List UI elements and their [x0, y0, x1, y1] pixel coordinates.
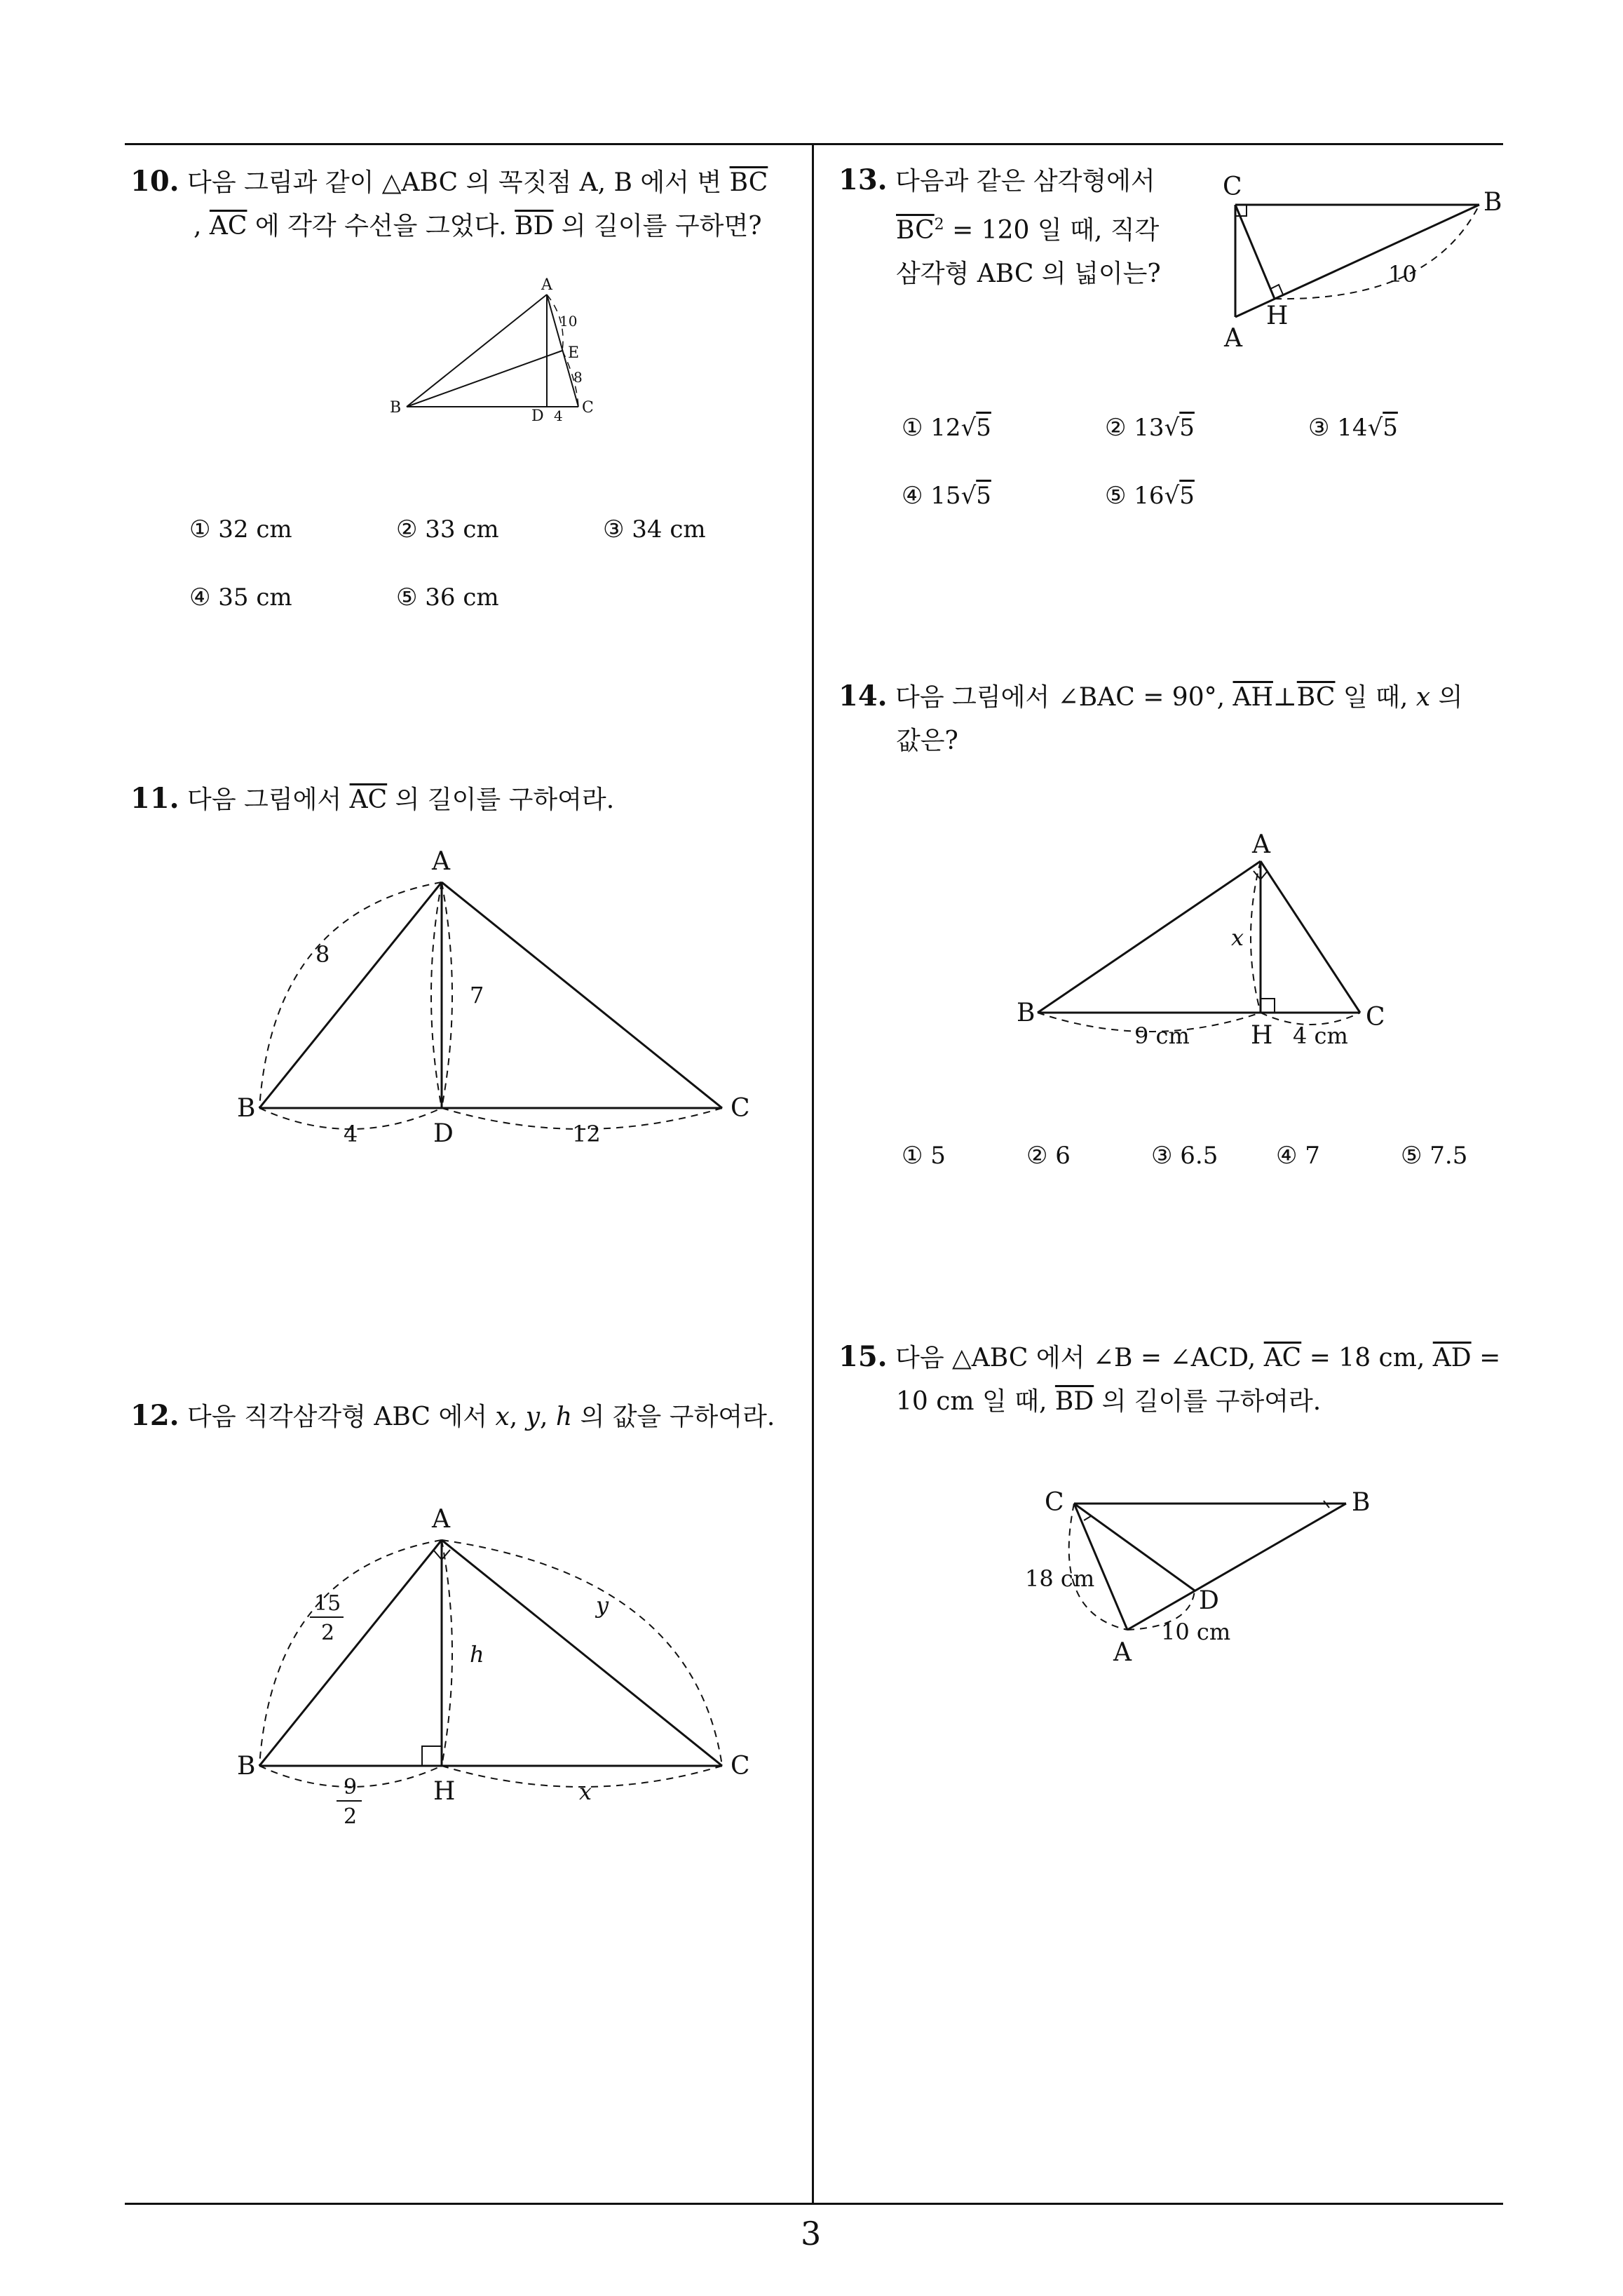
- segment-label: $\overline{AH}$: [1232, 683, 1273, 712]
- vertex-label: A: [541, 276, 552, 294]
- vertex-label: H: [433, 1777, 456, 1806]
- page-number: 3: [801, 2215, 822, 2253]
- segment-label: $\overline{BC}$: [896, 216, 935, 245]
- problem-15-line1: [838, 1335, 1512, 1380]
- variable-y: y: [525, 1403, 541, 1431]
- problem-text: 값은?: [896, 727, 958, 755]
- choice-number: ②: [1105, 414, 1127, 442]
- problem-text: =: [1479, 1344, 1501, 1372]
- choice-5[interactable]: ⑤ 36 cm: [396, 583, 499, 612]
- problem-text: 10 cm 일 때,: [896, 1387, 1047, 1416]
- problem-text: = 120 일 때, 직각: [952, 216, 1160, 245]
- length-label: 9 cm: [1134, 1022, 1190, 1049]
- length-label: 10: [559, 313, 578, 330]
- vertex-label: C: [582, 399, 594, 417]
- segment-label: $\overline{BD}$: [515, 212, 554, 241]
- segment-label: $\overline{BC}$: [729, 168, 768, 197]
- problem-15-figure: [1024, 1480, 1416, 1669]
- variable-h: h: [555, 1403, 573, 1431]
- problem-text: 의 길이를 구하면?: [561, 212, 762, 241]
- vertex-label: H: [1266, 302, 1289, 330]
- choice-number: ④: [902, 482, 923, 510]
- problem-text: 일 때,: [1343, 683, 1408, 712]
- vertex-label: H: [1251, 1021, 1273, 1050]
- segment-label: $\overline{AC}$: [209, 212, 247, 241]
- superscript: 2: [934, 216, 944, 234]
- length-label: 4: [344, 1121, 358, 1147]
- choice-coefficient: 15: [930, 482, 961, 510]
- choice-2[interactable]: [1105, 414, 1195, 442]
- problem-10-line1: [130, 160, 803, 205]
- length-label: 18 cm: [1025, 1565, 1095, 1592]
- vertex-label: A: [432, 847, 450, 876]
- vertex-label: A: [1224, 324, 1242, 353]
- vertex-label: C: [1223, 173, 1242, 201]
- length-label: y: [596, 1592, 609, 1619]
- fraction-denominator: 2: [321, 1621, 335, 1645]
- choice-4[interactable]: ④ 7: [1276, 1142, 1320, 1170]
- vertex-label: B: [1352, 1488, 1371, 1517]
- length-label: 12: [572, 1121, 601, 1147]
- fraction-numerator: 15: [314, 1591, 341, 1616]
- length-label: 10: [1388, 261, 1417, 288]
- radicand: 5: [1179, 414, 1195, 442]
- problem-14-figure: [1010, 826, 1402, 1065]
- top-rule: [125, 143, 1503, 145]
- vertex-label: A: [1252, 830, 1270, 859]
- vertex-label: C: [1045, 1488, 1064, 1517]
- segment-label: $\overline{BD}$: [1054, 1387, 1094, 1416]
- radicand: 5: [976, 482, 991, 510]
- choice-3[interactable]: [1308, 414, 1398, 442]
- choice-4[interactable]: ④ 35 cm: [189, 583, 292, 612]
- problem-11: [130, 777, 803, 822]
- length-label: h: [470, 1641, 484, 1668]
- length-label: x: [1231, 924, 1244, 951]
- choice-1[interactable]: ① 5: [902, 1142, 946, 1170]
- choice-coefficient: 12: [930, 414, 961, 442]
- choice-1[interactable]: [902, 414, 991, 442]
- problem-text: 의 길이를 구하여라.: [1101, 1387, 1322, 1416]
- problem-text: = 18 cm,: [1309, 1344, 1425, 1372]
- problem-number: 13.: [838, 163, 888, 196]
- vertex-label: E: [568, 344, 580, 362]
- segment-label: $\overline{BC}$: [1296, 683, 1336, 712]
- vertex-label: B: [237, 1094, 256, 1123]
- choice-1[interactable]: ① 32 cm: [189, 515, 292, 543]
- vertex-label: C: [731, 1094, 750, 1123]
- problem-14-line2: [838, 720, 1512, 763]
- fraction-denominator: 2: [344, 1804, 358, 1829]
- problem-text: 다음과 같은 삼각형에서: [895, 167, 1155, 196]
- problem-10-figure: [379, 270, 610, 431]
- problem-number: 15.: [838, 1340, 888, 1373]
- choice-5[interactable]: ⑤ 7.5: [1401, 1142, 1468, 1170]
- vertex-label: D: [1199, 1586, 1219, 1615]
- problem-text: 다음 그림에서: [187, 785, 342, 814]
- sqrt-icon: √: [1367, 414, 1383, 442]
- length-label: 8: [315, 941, 330, 968]
- length-label: 4: [554, 407, 563, 424]
- choice-2[interactable]: ② 6: [1026, 1142, 1071, 1170]
- vertex-label: B: [1017, 999, 1035, 1027]
- length-label: 8: [573, 369, 583, 386]
- problem-text: 의 길이를 구하여라.: [395, 785, 615, 814]
- problem-13-line1: [838, 158, 1231, 203]
- segment-label: $\overline{AD}$: [1432, 1344, 1472, 1372]
- problem-text: ,: [193, 212, 202, 241]
- problem-10: [130, 160, 803, 248]
- perpendicular-symbol: ⊥: [1272, 683, 1297, 712]
- vertex-label: A: [1113, 1638, 1132, 1667]
- problem-12: 12. 다음 직각삼각형 ABC 에서 x, y, h 의 값을 구하여라.: [130, 1399, 775, 1432]
- variable-x: x: [495, 1403, 510, 1431]
- choice-5[interactable]: [1105, 482, 1195, 510]
- problem-number: 14.: [838, 680, 888, 713]
- vertex-label: B: [1483, 188, 1502, 217]
- problem-text: 다음 △ABC 에서 ∠B = ∠ACD,: [895, 1344, 1256, 1372]
- segment-label: $\overline{AC}$: [1263, 1344, 1302, 1372]
- problem-text: 삼각형 ABC 의 넓이는?: [896, 259, 1161, 288]
- length-label: 7: [470, 982, 484, 1008]
- choice-coefficient: 14: [1337, 414, 1368, 442]
- choice-coefficient: 16: [1134, 482, 1164, 510]
- problem-10-choices: [189, 515, 792, 612]
- choice-number: ⑤: [1105, 482, 1127, 510]
- vertex-label: A: [432, 1505, 450, 1534]
- vertex-label: B: [390, 399, 402, 417]
- problem-14-choices: [902, 1142, 1490, 1177]
- vertex-label: D: [531, 407, 544, 425]
- vertex-label: B: [237, 1752, 256, 1781]
- sqrt-icon: √: [1164, 414, 1180, 442]
- problem-15-line2: [838, 1380, 1512, 1424]
- problem-text: 다음 그림에서 ∠BAC = 90°,: [895, 683, 1225, 712]
- problem-number: 10.: [130, 165, 179, 198]
- radicand: 5: [1383, 414, 1398, 442]
- problem-12-figure: [231, 1499, 764, 1843]
- sqrt-icon: √: [1164, 482, 1180, 510]
- choice-4[interactable]: [902, 482, 991, 510]
- problem-number: 12.: [130, 1399, 179, 1432]
- radicand: 5: [976, 414, 991, 442]
- problem-13-line3: [838, 252, 1231, 296]
- fraction-numerator: 9: [344, 1775, 358, 1799]
- problem-text: 의 값을 구하여라.: [580, 1403, 775, 1431]
- length-label: x: [579, 1778, 592, 1805]
- problem-11-figure: [231, 842, 764, 1157]
- bottom-rule: [125, 2203, 1503, 2205]
- problem-13: [838, 158, 1231, 296]
- radicand: 5: [1179, 482, 1195, 510]
- choice-3[interactable]: ③ 34 cm: [603, 515, 706, 543]
- choice-number: ③: [1308, 414, 1330, 442]
- sqrt-icon: √: [960, 414, 977, 442]
- choice-3[interactable]: ③ 6.5: [1151, 1142, 1218, 1170]
- problem-13-choices: [902, 414, 1490, 510]
- vertex-label: D: [433, 1119, 454, 1148]
- segment-label: $\overline{AC}$: [349, 785, 388, 814]
- problem-text: 에 각각 수선을 그었다.: [254, 212, 507, 241]
- vertex-label: C: [1366, 1003, 1385, 1032]
- choice-number: ①: [902, 414, 923, 442]
- length-label: 10 cm: [1161, 1619, 1231, 1645]
- column-divider: [812, 143, 814, 2205]
- problem-15: [838, 1335, 1512, 1424]
- choice-coefficient: 13: [1134, 414, 1164, 442]
- variable-x: x: [1415, 683, 1431, 712]
- problem-text: 다음 그림과 같이 △ABC 의 꼭짓점 A, B 에서 변: [187, 168, 722, 197]
- vertex-label: C: [731, 1752, 750, 1781]
- problem-text: 다음 직각삼각형 ABC 에서: [187, 1403, 488, 1431]
- problem-13-line2: [838, 203, 1231, 252]
- problem-text: 의: [1438, 683, 1463, 712]
- problem-14-line1: [838, 675, 1512, 720]
- sqrt-icon: √: [960, 482, 977, 510]
- problem-14: [838, 675, 1512, 763]
- problem-10-line2: [130, 205, 803, 248]
- problem-number: 11.: [130, 782, 179, 815]
- length-label: 4 cm: [1293, 1022, 1348, 1049]
- choice-2[interactable]: ② 33 cm: [396, 515, 499, 543]
- problem-13-figure: [1213, 168, 1507, 358]
